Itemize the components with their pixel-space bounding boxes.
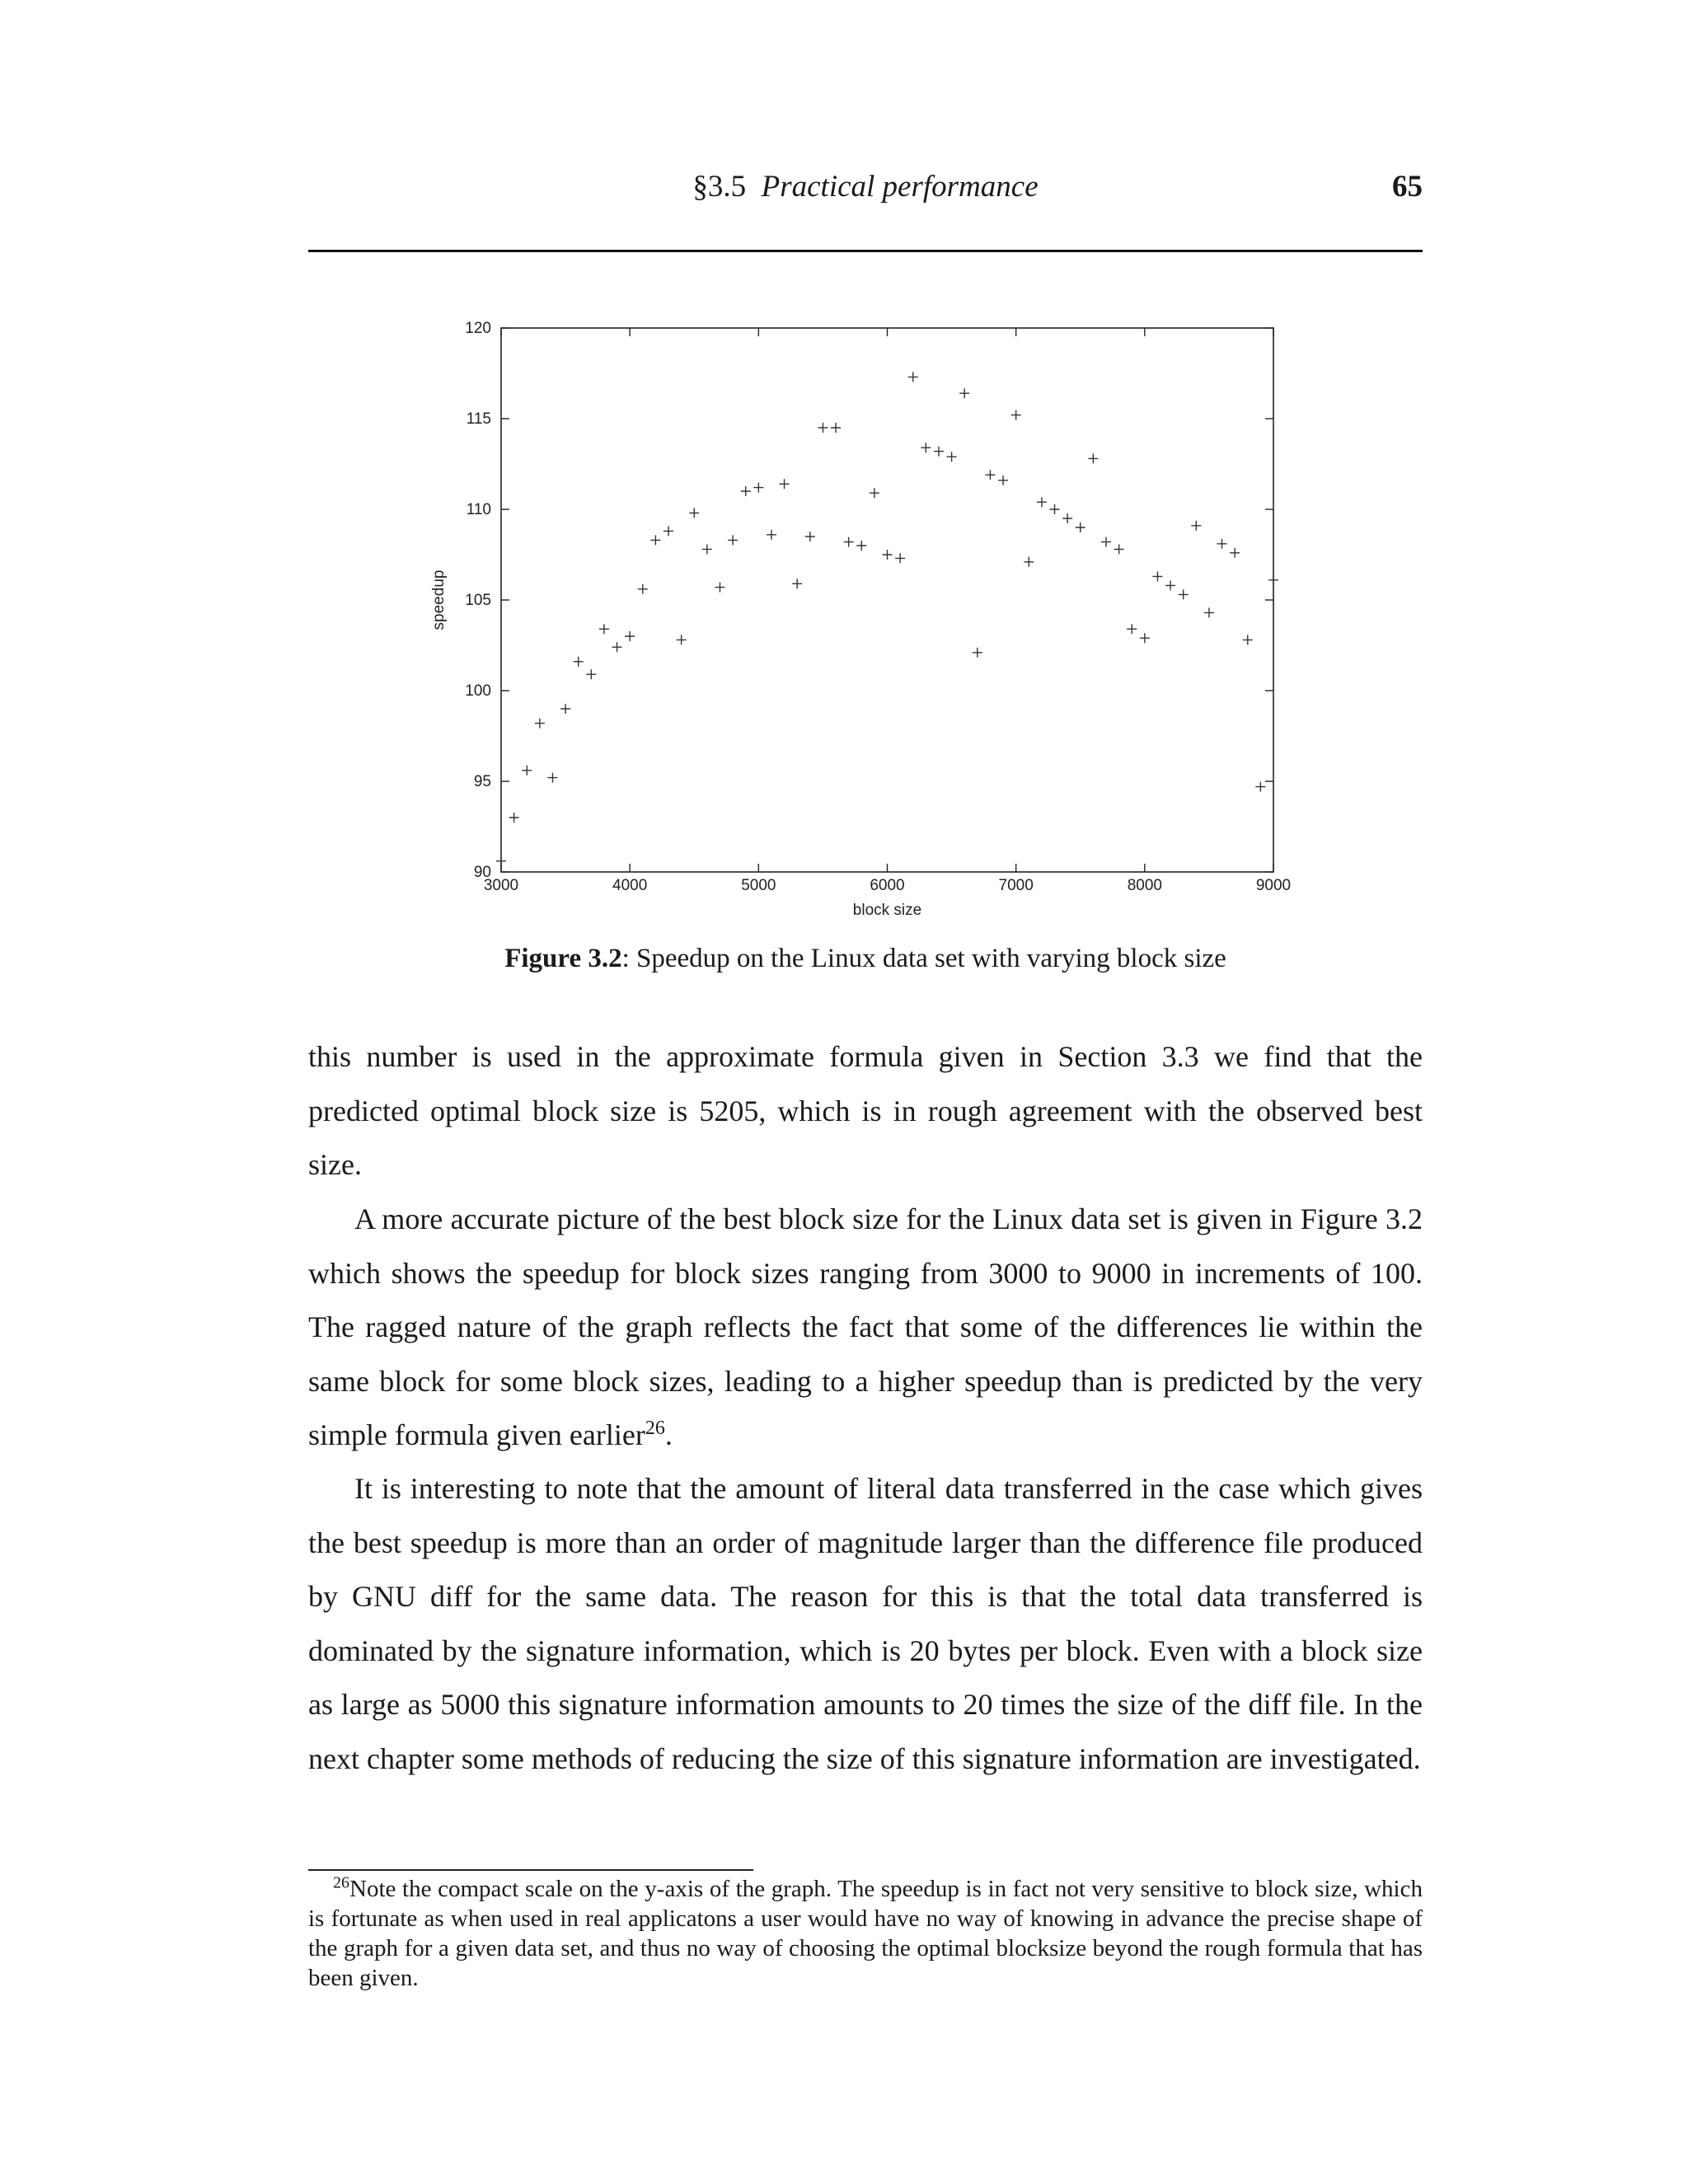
data-point <box>586 669 596 679</box>
data-point <box>947 452 957 462</box>
data-point <box>625 631 635 641</box>
footnote-text: Note the compact scale on the y-axis of the graph. The speedup is in fact not very sensitive to block size, which is fortunate as when used in real applicatons a user would have no way of knowing in advance the precise shape of the graph for a given data set, and thus no way of choosing the optimal blocksize beyond the rough formula that has been given. <box>308 1876 1423 1991</box>
figure-caption <box>308 944 1423 974</box>
data-point <box>1230 548 1240 558</box>
data-point <box>870 488 879 498</box>
figure-label: Figure 3.2 <box>504 944 622 973</box>
data-point <box>1165 580 1175 590</box>
y-tick-label: 115 <box>466 410 491 428</box>
y-tick-label: 110 <box>466 501 491 518</box>
data-point <box>509 813 519 823</box>
data-point <box>560 704 570 714</box>
data-point <box>612 642 622 652</box>
data-point <box>883 550 893 560</box>
data-point <box>1050 504 1060 514</box>
y-axis-label: speedup <box>430 569 448 630</box>
data-point <box>599 624 609 634</box>
data-point <box>638 584 648 594</box>
footnote-number: 26 <box>333 1873 349 1892</box>
page-number: 65 <box>1392 170 1423 204</box>
plot-frame <box>501 328 1273 872</box>
data-point <box>677 635 687 644</box>
data-point <box>702 544 712 554</box>
data-point <box>844 537 854 547</box>
data-point <box>728 535 738 545</box>
data-point <box>1217 539 1227 549</box>
data-point <box>1011 410 1021 420</box>
data-point <box>1191 521 1201 531</box>
data-point <box>741 486 751 496</box>
data-point <box>663 526 673 536</box>
data-point <box>1152 571 1162 581</box>
x-tick-label: 3000 <box>483 877 519 894</box>
data-point <box>715 583 724 593</box>
x-tick-label: 6000 <box>870 877 905 894</box>
data-point <box>650 535 660 545</box>
data-point <box>959 388 969 398</box>
footnote-ref[interactable]: 26 <box>645 1418 665 1439</box>
data-point <box>934 447 944 457</box>
paragraph-2 <box>308 1193 1423 1463</box>
plot-area <box>430 320 1291 919</box>
data-point <box>792 579 802 588</box>
paragraph-2-end: . <box>664 1418 673 1451</box>
data-point <box>496 856 506 866</box>
section-number: §3.5 <box>692 170 747 204</box>
data-point <box>831 423 841 433</box>
data-point <box>1062 513 1072 523</box>
figure-caption-text: : Speedup on the Linux data set with varying block size <box>621 944 1226 973</box>
data-point <box>1140 633 1150 643</box>
data-point <box>767 530 776 540</box>
data-point <box>1243 635 1253 644</box>
section-title: Practical performance <box>761 170 1039 204</box>
data-point <box>985 470 995 480</box>
data-point <box>535 719 545 729</box>
paragraph-2-text: A more accurate picture of the best block size for the Linux data set is given in Figure 3.2 which shows the speedup for block sizes ranging from 3000 to 9000 in increments of 100. The ragged nature of the graph reflects the fact that some of the differences lie within the same block for some block sizes, leading to a higher speedup than is predicted by the very simple formula given earlier <box>308 1202 1423 1451</box>
data-point <box>973 648 982 658</box>
data-point <box>1268 575 1278 585</box>
paragraph-3: It is interesting to note that the amount of literal data transferred in the case which gives the best speedup is more than an order of magnitude larger than the difference file produced by GNU diff for the same data. The reason for this is that the total data transferred is dominated by the signature information, which is 20 bytes per block. Even with a block size as large as 5000 this signature information amounts to 20 times the size of the diff file. In the next chapter some methods of reducing the size of this signature information are investigated. <box>308 1472 1423 1775</box>
data-point <box>522 766 532 776</box>
data-point <box>856 541 866 551</box>
data-point <box>574 657 584 667</box>
data-point <box>547 773 557 783</box>
header-rule <box>308 250 1423 252</box>
data-point <box>780 479 790 489</box>
section-heading <box>308 169 1423 204</box>
data-point <box>689 508 699 518</box>
data-point <box>1179 589 1189 599</box>
data-point <box>805 532 815 541</box>
data-point <box>753 483 763 493</box>
x-tick-label: 9000 <box>1255 877 1292 894</box>
running-head <box>308 169 1423 215</box>
data-point <box>998 476 1008 485</box>
data-point <box>1037 497 1047 507</box>
y-tick-label: 95 <box>473 773 491 790</box>
x-tick-label: 7000 <box>998 877 1034 894</box>
data-point <box>1024 557 1034 567</box>
data-point <box>818 423 828 433</box>
data-point <box>1127 624 1137 634</box>
data-point <box>1114 544 1124 554</box>
y-tick-label: 90 <box>473 864 491 881</box>
data-point <box>895 553 905 563</box>
footnote <box>308 1874 1423 1993</box>
data-point <box>1204 607 1214 617</box>
x-tick-label: 4000 <box>612 877 648 894</box>
y-tick-label: 100 <box>465 682 491 700</box>
x-tick-label: 8000 <box>1127 877 1162 894</box>
data-point <box>1076 523 1085 532</box>
y-tick-label: 120 <box>465 320 491 337</box>
x-axis-label: block size <box>852 902 922 919</box>
y-tick-label: 105 <box>465 592 491 609</box>
footnote-rule <box>308 1869 753 1871</box>
data-point <box>921 443 931 452</box>
data-point <box>1088 453 1098 463</box>
scatter-chart <box>412 305 1319 931</box>
data-point <box>1255 782 1265 792</box>
data-point <box>1101 537 1111 547</box>
data-point <box>908 372 918 382</box>
paragraph-1: this number is used in the approximate formula given in Section 3.3 we find that the predicted optimal block size is 5205, which is in rough agreement with the observed best size. <box>308 1040 1423 1181</box>
x-tick-label: 5000 <box>741 877 776 894</box>
